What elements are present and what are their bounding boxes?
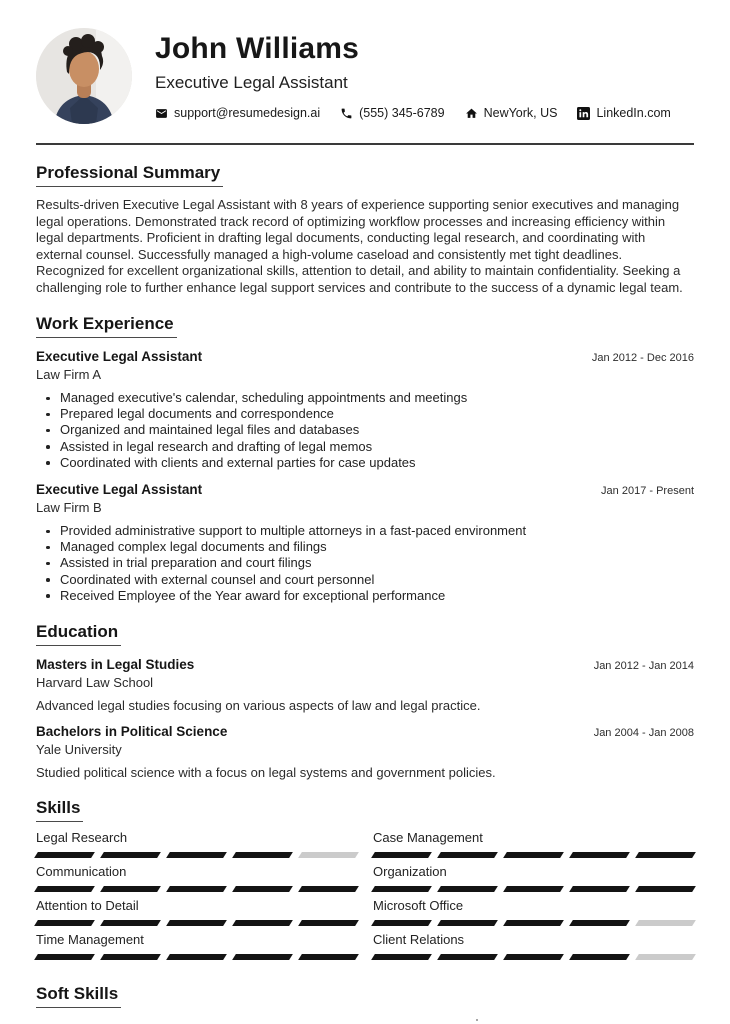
bullet-item: Assisted in legal research and drafting of legal memos bbox=[60, 439, 694, 455]
skill-bar-segment bbox=[569, 920, 630, 926]
job-entry bbox=[36, 482, 694, 604]
skill-item bbox=[373, 932, 694, 960]
bullet-item: Coordinated with clients and external parties for case updates bbox=[60, 455, 694, 471]
section-soft-skills bbox=[36, 984, 694, 1008]
skill-label: Microsoft Office bbox=[373, 898, 464, 914]
linkedin-icon bbox=[577, 107, 590, 120]
skill-bar-segment bbox=[569, 954, 630, 960]
skill-bar-segment bbox=[100, 852, 161, 858]
skill-bar bbox=[373, 886, 694, 892]
skill-bar-segment bbox=[371, 852, 432, 858]
degree-school: Harvard Law School bbox=[36, 675, 154, 691]
skill-label: Time Management bbox=[36, 932, 144, 948]
skill-bar-segment bbox=[100, 886, 161, 892]
skill-item bbox=[36, 898, 357, 926]
skill-bar-segment bbox=[437, 920, 498, 926]
contact-linkedin-text: LinkedIn.com bbox=[596, 106, 671, 120]
degree-dates: Jan 2004 - Jan 2008 bbox=[593, 727, 694, 740]
bullet-item: Provided administrative support to multiple attorneys in a fast-paced environment bbox=[60, 523, 694, 539]
home-icon bbox=[465, 107, 478, 120]
skill-bar-segment bbox=[371, 886, 432, 892]
skill-item bbox=[36, 830, 357, 858]
skill-bar-segment bbox=[34, 886, 95, 892]
skill-label: Legal Research bbox=[36, 830, 128, 846]
job-entry-head bbox=[36, 482, 694, 497]
skill-bar bbox=[36, 920, 357, 926]
bullet-item: Organized and maintained legal files and databases bbox=[60, 422, 694, 438]
skill-label: Communication bbox=[36, 864, 127, 880]
skill-bar-segment bbox=[569, 886, 630, 892]
skill-bar-segment bbox=[635, 954, 696, 960]
person-title: Executive Legal Assistant bbox=[155, 73, 348, 92]
contact-phone bbox=[340, 106, 444, 120]
header-divider bbox=[36, 143, 694, 145]
job-dates: Jan 2012 - Dec 2016 bbox=[591, 352, 694, 364]
contact-row bbox=[155, 106, 671, 120]
education-entry-head bbox=[36, 724, 694, 739]
phone-icon bbox=[340, 107, 353, 120]
skill-bar-segment bbox=[166, 954, 227, 960]
skill-bar-segment bbox=[232, 886, 293, 892]
skill-bar-segment bbox=[371, 954, 432, 960]
degree-dates: Jan 2012 - Jan 2014 bbox=[593, 660, 694, 673]
job-company: Law Firm A bbox=[36, 367, 102, 382]
skill-bar-segment bbox=[503, 886, 564, 892]
job-title: Executive Legal Assistant bbox=[36, 349, 203, 364]
summary-text: Results-driven Executive Legal Assistant with 8 years of experience supporting senior executives and managing legal operations. Demonstrated track record of optimizing workflow processes and increasing efficiency within legal departments. Proficient in drafting legal documents, conducting legal research, and coordinating with external counsel. Successfully managed a high-volume caseload and consistently met tight deadlines. Recognized for excellent organizational skills, attention to detail, and ability to maintain confidentiality. Seeking a challenging role to further enhance legal support services and contribute to the success of a dynamic legal team. bbox=[36, 197, 683, 295]
bullet-item: Coordinated with external counsel and court personnel bbox=[60, 572, 694, 588]
skill-bar bbox=[373, 920, 694, 926]
skill-label: Organization bbox=[373, 864, 447, 880]
skill-bar-segment bbox=[437, 954, 498, 960]
skill-bar-segment bbox=[635, 886, 696, 892]
skill-bar-segment bbox=[34, 920, 95, 926]
degree-title: Bachelors in Political Science bbox=[36, 724, 228, 740]
skill-label: Attention to Detail bbox=[36, 898, 139, 914]
skill-bar bbox=[36, 954, 357, 960]
bullet-item: Managed executive's calendar, scheduling appointments and meetings bbox=[60, 390, 694, 406]
skills-grid bbox=[36, 830, 694, 966]
skill-label: Client Relations bbox=[373, 932, 465, 948]
skill-bar-segment bbox=[298, 920, 359, 926]
skill-bar-segment bbox=[569, 852, 630, 858]
contact-linkedin bbox=[577, 106, 670, 120]
education-entry-head bbox=[36, 657, 694, 672]
skill-bar-segment bbox=[437, 852, 498, 858]
skill-bar-segment bbox=[100, 920, 161, 926]
profile-photo-illustration bbox=[36, 28, 132, 124]
degree-description: Advanced legal studies focusing on various aspects of law and legal practice. bbox=[36, 698, 481, 714]
skill-bar-segment bbox=[100, 954, 161, 960]
skill-bar bbox=[36, 852, 357, 858]
degree-title: Masters in Legal Studies bbox=[36, 657, 195, 673]
contact-location bbox=[465, 106, 558, 120]
degree-description: Studied political science with a focus on legal systems and government policies. bbox=[36, 765, 496, 781]
contact-location-text: NewYork, US bbox=[483, 106, 558, 120]
skill-bar-segment bbox=[635, 920, 696, 926]
section-professional-summary bbox=[36, 163, 694, 296]
email-icon bbox=[155, 107, 168, 120]
skill-bar bbox=[373, 852, 694, 858]
bullet-item: Managed complex legal documents and filings bbox=[60, 539, 694, 555]
skill-item bbox=[373, 898, 694, 926]
section-work-experience bbox=[36, 314, 694, 604]
job-entry bbox=[36, 349, 694, 471]
skill-bar-segment bbox=[166, 886, 227, 892]
section-heading: Soft Skills bbox=[36, 984, 121, 1008]
skill-bar-segment bbox=[298, 886, 359, 892]
section-heading: Skills bbox=[36, 798, 83, 822]
section-education bbox=[36, 622, 694, 780]
job-title: Executive Legal Assistant bbox=[36, 482, 203, 498]
contact-phone-text: (555) 345-6789 bbox=[359, 106, 445, 120]
job-company: Law Firm B bbox=[36, 500, 102, 516]
skill-bar-segment bbox=[232, 954, 293, 960]
skill-bar-segment bbox=[34, 954, 95, 960]
contact-email bbox=[155, 106, 320, 120]
degree-school: Yale University bbox=[36, 742, 122, 758]
bullet-item: Prepared legal documents and correspondence bbox=[60, 406, 694, 422]
skill-bar-segment bbox=[298, 954, 359, 960]
education-entry bbox=[36, 724, 694, 780]
cutoff-bullet-dot bbox=[476, 1019, 478, 1021]
skill-bar-segment bbox=[503, 852, 564, 858]
section-heading: Work Experience bbox=[36, 314, 177, 338]
skill-bar-segment bbox=[503, 954, 564, 960]
skill-bar bbox=[36, 886, 357, 892]
header bbox=[36, 28, 694, 124]
header-info bbox=[155, 28, 671, 120]
job-dates: Jan 2017 - Present bbox=[601, 485, 694, 498]
skill-bar-segment bbox=[166, 852, 227, 858]
bullet-item: Received Employee of the Year award for exceptional performance bbox=[60, 588, 694, 604]
skill-item bbox=[373, 830, 694, 858]
skill-label: Case Management bbox=[373, 830, 483, 846]
section-skills bbox=[36, 798, 694, 966]
job-entry-head bbox=[36, 349, 694, 364]
skill-bar-segment bbox=[166, 920, 227, 926]
education-entry bbox=[36, 657, 694, 713]
skill-bar-segment bbox=[34, 852, 95, 858]
profile-photo bbox=[36, 28, 132, 124]
skill-bar bbox=[373, 954, 694, 960]
contact-email-text: support@resumedesign.ai bbox=[174, 106, 321, 120]
section-heading: Education bbox=[36, 622, 121, 646]
skill-bar-segment bbox=[232, 920, 293, 926]
job-bullet-list bbox=[36, 523, 694, 604]
skill-bar-segment bbox=[503, 920, 564, 926]
skill-bar-segment bbox=[437, 886, 498, 892]
skill-bar-segment bbox=[298, 852, 359, 858]
skill-item bbox=[373, 864, 694, 892]
section-heading: Professional Summary bbox=[36, 163, 223, 187]
skill-item bbox=[36, 864, 357, 892]
skill-item bbox=[36, 932, 357, 960]
bullet-item: Assisted in trial preparation and court filings bbox=[60, 555, 694, 571]
skill-bar-segment bbox=[232, 852, 293, 858]
job-bullet-list bbox=[36, 390, 694, 471]
person-name: John Williams bbox=[155, 32, 360, 65]
skill-bar-segment bbox=[635, 852, 696, 858]
skill-bar-segment bbox=[371, 920, 432, 926]
